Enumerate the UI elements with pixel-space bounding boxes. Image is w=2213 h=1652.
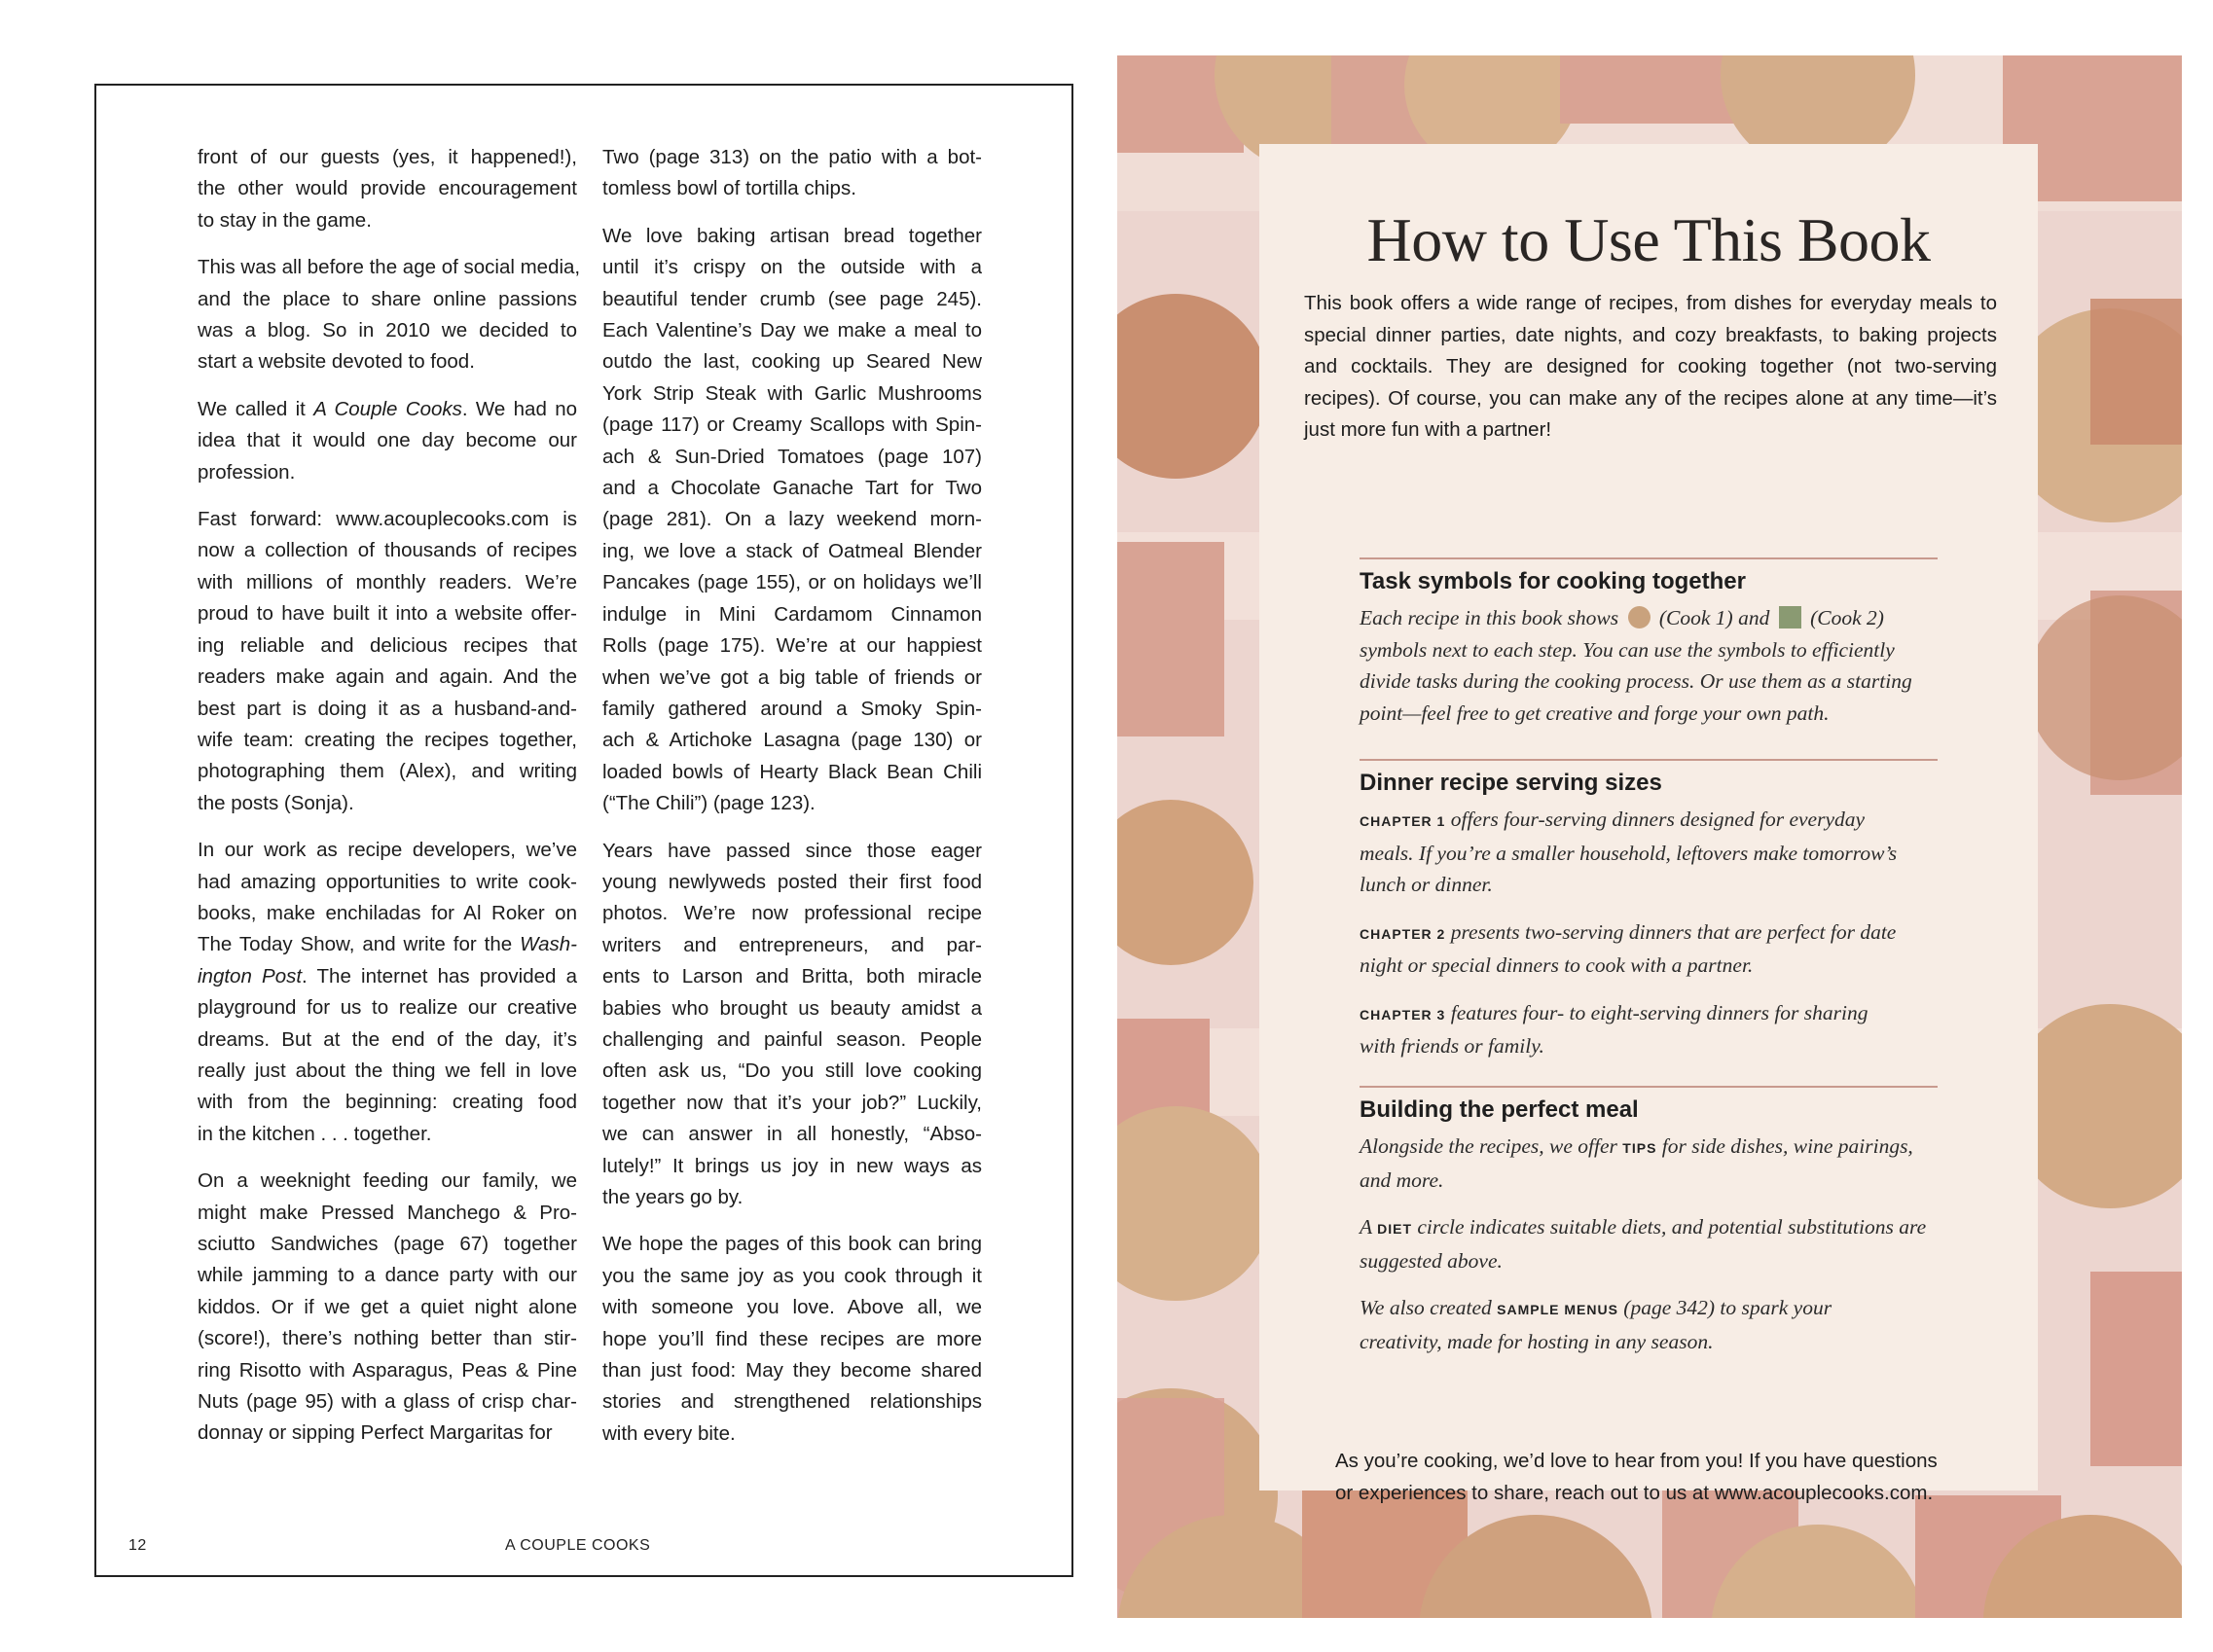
chapter-text: meals. If you’re a smaller household, leftovers make tomorrow’s: [1360, 841, 1898, 865]
section-heading: Building the perfect meal: [1360, 1096, 1639, 1123]
body-paragraph: [602, 836, 982, 1214]
intro-line: recipes). Of course, you can make any of the recipes alone at any time—it’s: [1304, 386, 1997, 410]
chapter-text: night or special dinners to cook with a partner.: [1360, 953, 1754, 977]
text-line: ington Post. The internet has provided a: [198, 964, 577, 988]
text-line: ing, we love a stack of Oatmeal Blender: [602, 539, 982, 562]
text-line: start a website devoted to food.: [198, 350, 475, 374]
diet-label: DIET: [1377, 1221, 1413, 1237]
meal-text: (page 342) to spark your: [1617, 1296, 1832, 1319]
text-line: with someone you love. Above all, we: [602, 1296, 982, 1319]
closing-text: or experiences to share, reach out to us at www.acouplecooks.com.: [1335, 1481, 1934, 1504]
text-line: Pancakes (page 155), or on holidays we’ll: [602, 571, 982, 594]
text-line: (page 281). On a lazy weekend morn-: [602, 508, 982, 531]
body-paragraph: [198, 252, 581, 378]
running-footer: A COUPLE COOKS: [505, 1537, 651, 1554]
text-line: Fast forward: www.acouplecooks.com is: [198, 508, 577, 531]
chapter-text: lunch or dinner.: [1360, 873, 1493, 896]
text-line: the years go by.: [602, 1186, 744, 1208]
text-line: to stay in the game.: [198, 208, 372, 232]
chapter-text: presents two-serving dinners that are perfect for date: [1445, 919, 1897, 944]
text-line: kiddos. Or if we get a quiet night alone: [198, 1295, 577, 1318]
meal-text: circle indicates suitable diets, and potential substitutions are: [1412, 1215, 1927, 1239]
text-line: together now that it’s your job?” Luckily,: [602, 1091, 982, 1114]
meal-text: A: [1360, 1215, 1378, 1239]
text-line: We love baking artisan bread together: [602, 224, 982, 247]
text-line: readers make again and again. And the: [198, 665, 577, 689]
text-line: beautiful tender crumb (see page 245).: [602, 287, 982, 310]
text-line: (page 117) or Creamy Scallops with Spin-: [602, 413, 982, 437]
chapter-label: CHAPTER 1: [1360, 813, 1446, 829]
text-line: front of our guests (yes, it happened!),: [198, 146, 577, 168]
meal-text: for side dishes, wine pairings,: [1656, 1134, 1913, 1158]
task-text: symbols next to each step. You can use the symbols to efficiently: [1360, 637, 1895, 662]
task-text: divide tasks during the cooking process. Or use them as a starting: [1360, 669, 1912, 693]
text-line: proud to have built it into a website offer-: [198, 602, 577, 626]
text-line: young newlyweds posted their first food: [602, 870, 982, 893]
text-line: (“The Chili”) (page 123).: [602, 792, 816, 815]
text-line: tomless bowl of tortilla chips.: [602, 177, 856, 200]
chapter-2-note: [1360, 916, 1938, 982]
intro-line: This book offers a wide range of recipes, from dishes for everyday meals to: [1304, 292, 1997, 314]
text-line: challenging and painful season. People: [602, 1027, 982, 1051]
chapter-3-note: [1360, 997, 1938, 1062]
text-line: when we’ve got a big table of friends or: [602, 665, 982, 689]
text-line: until it’s crispy on the outside with a: [602, 256, 982, 279]
tips-note: [1360, 1131, 1938, 1196]
text-line: while jamming to a dance party with our: [198, 1264, 577, 1287]
text-line: We hope the pages of this book can bring: [602, 1233, 982, 1256]
body-paragraph: [198, 504, 577, 819]
cook-1-circle-icon: [1628, 606, 1651, 628]
text-line: loaded bowls of Hearty Black Bean Chili: [602, 760, 982, 783]
text-line: than just food: May they become shared: [602, 1359, 982, 1383]
intro-paragraph: [1304, 288, 1997, 447]
task-symbols-section: [1360, 557, 1938, 744]
text-line: with from the beginning: creating food: [198, 1091, 577, 1114]
body-paragraph: [198, 1166, 577, 1450]
chapter-text: offers four-serving dinners designed for everyday: [1445, 808, 1866, 831]
closing-text: As you’re cooking, we’d love to hear from you! If you have questions: [1335, 1450, 1938, 1472]
page-title: How to Use This Book: [1366, 205, 1931, 274]
chapter-text: with friends or family.: [1360, 1034, 1544, 1058]
text-line: This was all before the age of social media,: [198, 256, 581, 279]
tips-label: TIPS: [1622, 1140, 1657, 1156]
text-line: often ask us, “Do you still love cooking: [602, 1059, 982, 1083]
menus-note: [1360, 1292, 1938, 1357]
meal-text: creativity, made for hosting in any season.: [1360, 1329, 1714, 1353]
text-line: sciutto Sandwiches (page 67) together: [198, 1233, 577, 1255]
text-line: with every bite.: [602, 1421, 736, 1445]
left-page: [94, 84, 1073, 1577]
chapter-label: CHAPTER 2: [1360, 925, 1446, 942]
chapter-1-note: [1360, 804, 1938, 901]
task-text: Each recipe in this book shows: [1360, 606, 1619, 629]
serving-sizes-section: [1360, 759, 1938, 1078]
text-line: playground for us to realize our creative: [198, 996, 577, 1020]
text-line: ents to Larson and Britta, both miracle: [602, 965, 982, 988]
body-paragraph: [602, 1229, 982, 1450]
text-line: best part is doing it as a husband-and-: [198, 697, 577, 720]
right-page: [1117, 55, 2182, 1618]
text-line: writers and entrepreneurs, and par-: [602, 933, 982, 956]
text-line: ing reliable and delicious recipes that: [198, 633, 577, 657]
text-line: The Today Show, and write for the Wash-: [198, 933, 577, 956]
text-line: and a Chocolate Ganache Tart for Two: [602, 477, 982, 500]
text-line: the other would provide encouragement: [198, 177, 577, 200]
text-line: the posts (Sonja).: [198, 791, 354, 814]
text-line: ach & Sun-Dried Tomatoes (page 107): [602, 445, 982, 468]
meal-text: and more.: [1360, 1167, 1444, 1192]
text-line: and the place to share online passions: [198, 287, 577, 310]
text-line: Each Valentine’s Day we make a meal to: [602, 319, 982, 342]
text-line: was a blog. So in 2010 we decided to: [198, 319, 577, 342]
chapter-label: CHAPTER 3: [1360, 1006, 1446, 1023]
text-line: idea that it would one day become our: [198, 429, 577, 452]
left-column-2: [602, 142, 982, 1465]
text-line: ach & Artichoke Lasagna (page 130) or: [602, 729, 982, 752]
text-line: In our work as recipe developers, we’ve: [198, 839, 577, 862]
meal-text: We also created: [1360, 1296, 1498, 1319]
text-line: outdo the last, cooking up Seared New: [602, 350, 982, 374]
text-line: Two (page 313) on the patio with a bot-: [602, 146, 982, 168]
sample-menus-label: SAMPLE MENUS: [1497, 1302, 1618, 1317]
section-divider: [1360, 759, 1938, 761]
intro-line: just more fun with a partner!: [1304, 418, 1552, 441]
text-line: Years have passed since those eager: [602, 839, 982, 862]
diet-note: [1360, 1211, 1938, 1276]
text-line: babies who brought us beauty amidst a: [602, 996, 982, 1020]
text-line: lutely!” It brings us joy in new ways as: [602, 1154, 982, 1177]
text-line: hope you’ll find these recipes are more: [602, 1327, 982, 1350]
body-paragraph: [198, 394, 577, 488]
body-paragraph: [602, 221, 982, 820]
section-heading: Dinner recipe serving sizes: [1360, 770, 1662, 796]
text-line: really just about the thing we fell in love: [198, 1059, 577, 1082]
section-heading: Task symbols for cooking together: [1360, 568, 1746, 594]
text-line: York Strip Steak with Garlic Mushrooms: [602, 381, 982, 405]
text-line: with millions of monthly readers. We’re: [198, 570, 577, 593]
text-line: family gathered around a Smoky Spin-: [602, 697, 982, 720]
text-line: wife team: creating the recipes together,: [198, 728, 577, 751]
task-text: (Cook 2): [1810, 606, 1884, 629]
body-paragraph: [602, 142, 982, 205]
text-line: photographing them (Alex), and writing: [198, 760, 577, 783]
task-text: (Cook 1) and: [1658, 606, 1770, 629]
text-line: indulge in Mini Cardamom Cinnamon: [602, 602, 982, 626]
text-line: photos. We’re now professional recipe: [602, 902, 982, 925]
text-line: had amazing opportunities to write cook-: [198, 870, 577, 893]
meal-text: Alongside the recipes, we offer: [1360, 1134, 1623, 1158]
task-text: point—feel free to get creative and forge your own path.: [1360, 700, 1830, 725]
closing-note: [1335, 1446, 1977, 1509]
text-line: profession.: [198, 460, 296, 484]
section-divider: [1360, 1086, 1938, 1088]
text-line: (score!), there’s nothing better than stir-: [198, 1327, 577, 1350]
intro-line: special dinner parties, date nights, and cozy breakfasts, to baking projects: [1304, 323, 1997, 346]
text-line: now a collection of thousands of recipes: [198, 539, 577, 562]
content-panel: [1259, 144, 2038, 1504]
intro-line: and cocktails. They are designed for cooking together (not two-serving: [1304, 355, 1997, 377]
text-line: Nuts (page 95) with a glass of crisp char-: [198, 1390, 577, 1414]
perfect-meal-section: [1360, 1086, 1938, 1373]
text-line: you the same joy as you cook through it: [602, 1264, 982, 1287]
text-line: dreams. But at the end of the day, it’s: [198, 1027, 577, 1051]
chapter-text: features four- to eight-serving dinners for sharing: [1445, 1000, 1868, 1024]
text-line: Rolls (page 175). We’re at our happiest: [602, 634, 982, 658]
text-line: On a weeknight feeding our family, we: [198, 1169, 577, 1193]
text-line: ring Risotto with Asparagus, Peas & Pine: [198, 1358, 577, 1382]
left-column-1: [198, 142, 581, 1465]
meal-text: suggested above.: [1360, 1248, 1503, 1273]
page-number: 12: [128, 1537, 147, 1554]
text-line: books, make enchiladas for Al Roker on: [198, 901, 577, 924]
cook-2-square-icon: [1779, 606, 1801, 628]
text-line: stories and strengthened relationships: [602, 1390, 982, 1414]
text-line: donnay or sipping Perfect Margaritas for: [198, 1421, 553, 1445]
body-paragraph: [198, 835, 577, 1150]
body-paragraph: [198, 142, 577, 236]
section-divider: [1360, 557, 1938, 559]
text-line: we can answer in all honestly, “Abso-: [602, 1123, 982, 1146]
text-line: We called it A Couple Cooks. We had no: [198, 397, 577, 420]
text-line: in the kitchen . . . together.: [198, 1122, 432, 1145]
text-line: might make Pressed Manchego & Pro-: [198, 1201, 577, 1224]
